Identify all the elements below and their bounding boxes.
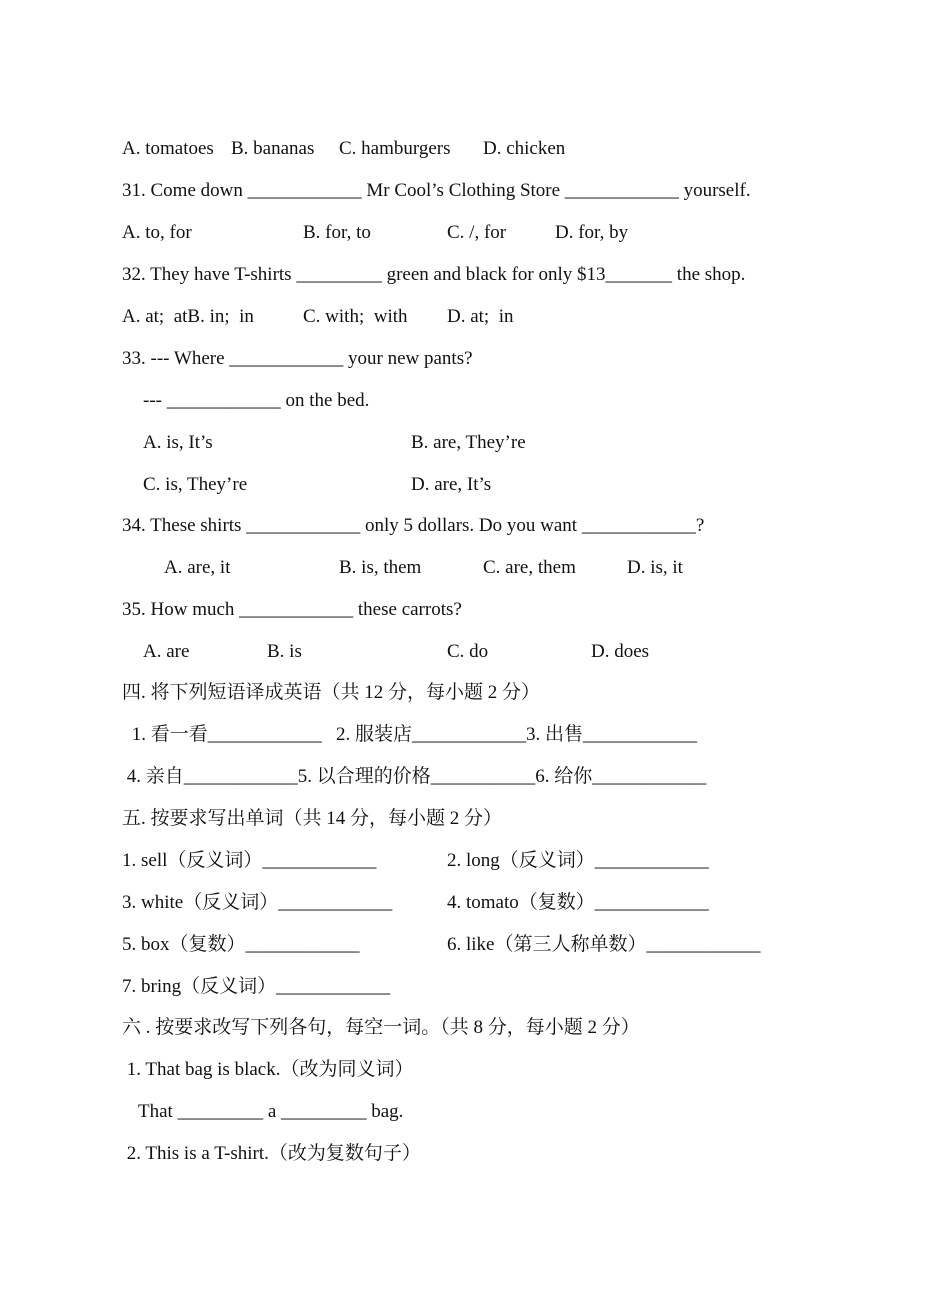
section5-item-6: 6. like（第三人称单数）____________	[447, 934, 761, 955]
q30-option-d: D. chicken	[483, 138, 566, 159]
section5-item-4: 4. tomato（复数）____________	[447, 892, 709, 913]
q35-option-c: C. do	[447, 641, 489, 662]
q31-option-a: A. to, for	[122, 222, 192, 243]
q35-stem: 35. How much ____________ these carrots?	[122, 599, 462, 620]
section5-item-7: 7. bring（反义词）____________	[122, 976, 391, 997]
section6-question-1: 1. That bag is black.（改为同义词）	[122, 1059, 414, 1080]
section6-question-1-answer: That _________ a _________ bag.	[138, 1101, 404, 1122]
q35-option-b: B. is	[267, 641, 302, 662]
section4-heading: 四. 将下列短语译成英语（共 12 分，每小题 2 分）	[122, 682, 541, 703]
section4-row1: 1. 看一看____________ 2. 服装店____________3. 出售____________	[127, 724, 698, 745]
q34-option-b: B. is, them	[339, 557, 422, 578]
section5-heading: 五. 按要求写出单词（共 14 分，每小题 2 分）	[122, 808, 503, 829]
q31-option-b: B. for, to	[303, 222, 371, 243]
q33-stem: 33. --- Where ____________ your new pants?	[122, 348, 473, 369]
q33-option-c: C. is, They’re	[143, 474, 248, 495]
q35-option-d: D. does	[591, 641, 650, 662]
q34-option-a: A. are, it	[164, 557, 231, 578]
q35-option-a: A. are	[143, 641, 190, 662]
section6-question-2: 2. This is a T-shirt.（改为复数句子）	[122, 1143, 421, 1164]
q34-stem: 34. These shirts ____________ only 5 dollars. Do you want ____________?	[122, 515, 705, 536]
q32-option-ab: A. at; atB. in; in	[122, 306, 254, 327]
q32-option-d: D. at; in	[447, 306, 514, 327]
section5-item-5: 5. box（复数）____________	[122, 934, 360, 955]
q31-option-d: D. for, by	[555, 222, 629, 243]
q32-option-c: C. with; with	[303, 306, 408, 327]
section4-row2: 4. 亲自____________5. 以合理的价格___________6. 给你____________	[122, 766, 707, 787]
q30-option-a: A. tomatoes	[122, 138, 214, 159]
q33-option-b: B. are, They’re	[411, 432, 526, 453]
section6-heading: 六 . 按要求改写下列各句，每空一词。（共 8 分，每小题 2 分）	[122, 1017, 640, 1038]
q33-option-d: D. are, It’s	[411, 474, 492, 495]
q31-stem: 31. Come down ____________ Mr Cool’s Clothing Store ____________ yourself.	[122, 180, 751, 201]
q33-option-a: A. is, It’s	[143, 432, 213, 453]
q33-stem-reply: --- ____________ on the bed.	[143, 390, 370, 411]
q34-option-d: D. is, it	[627, 557, 683, 578]
q32-stem: 32. They have T-shirts _________ green and black for only $13_______ the shop.	[122, 264, 746, 285]
q34-option-c: C. are, them	[483, 557, 576, 578]
section5-item-3: 3. white（反义词）____________	[122, 892, 393, 913]
q31-option-c: C. /, for	[447, 222, 507, 243]
q30-option-c: C. hamburgers	[339, 138, 451, 159]
q30-option-b: B. bananas	[231, 138, 315, 159]
section5-item-2: 2. long（反义词）____________	[447, 850, 709, 871]
section5-item-1: 1. sell（反义词）____________	[122, 850, 377, 871]
